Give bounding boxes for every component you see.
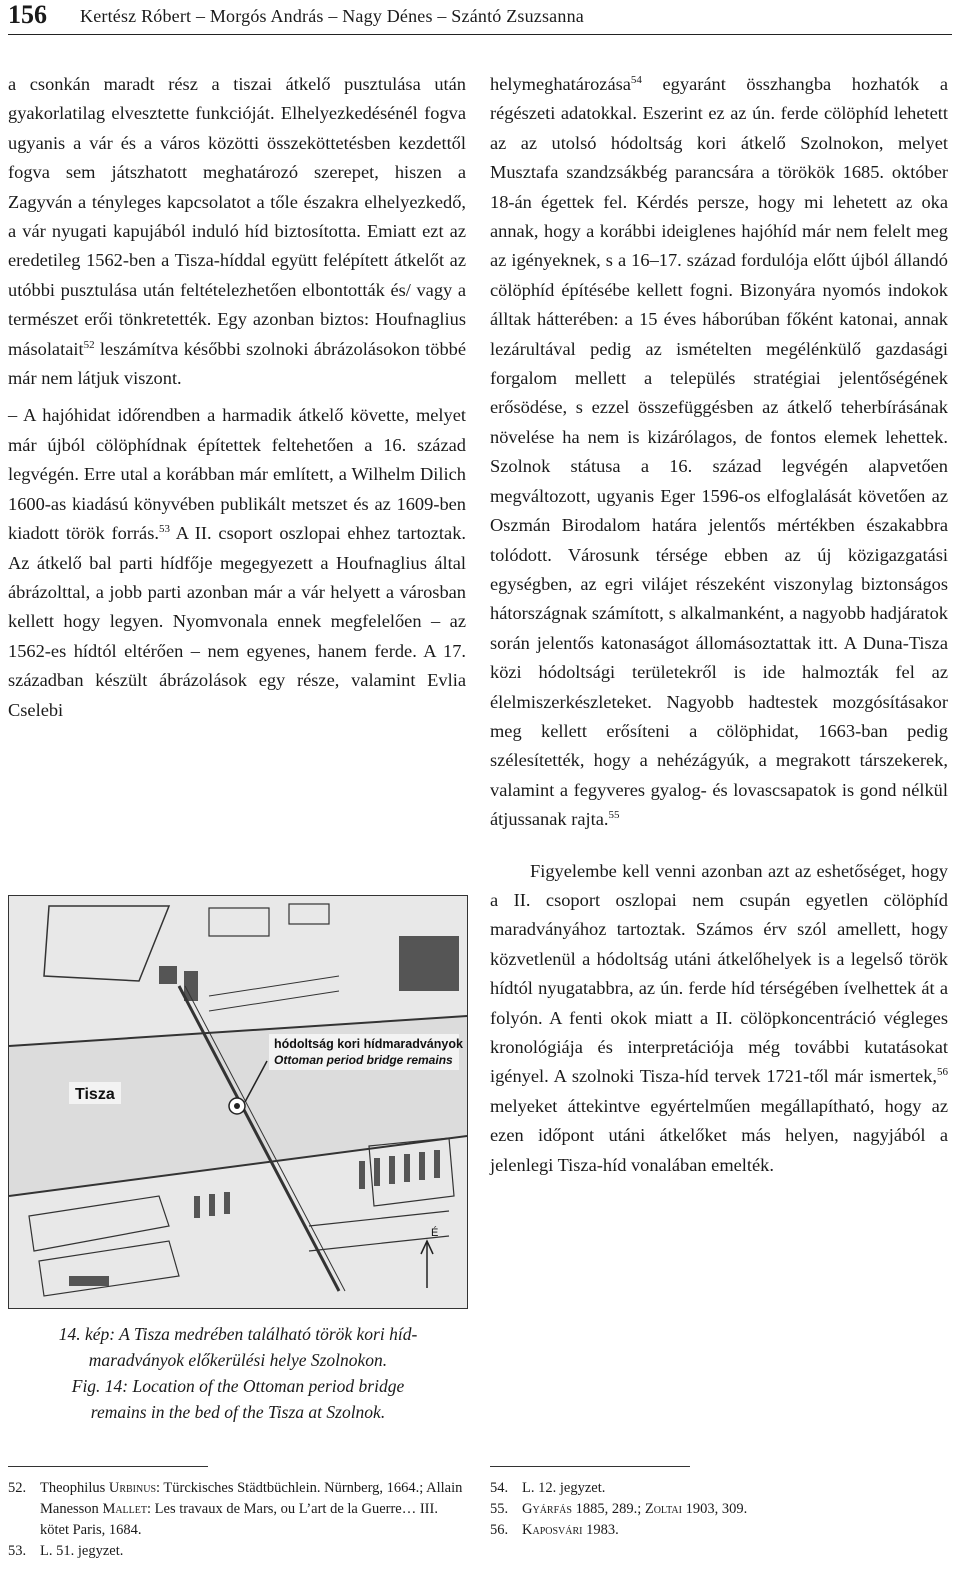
footnote-ref[interactable]: 55 — [608, 809, 620, 822]
caption-en-line1: Fig. 14: Location of the Ottoman period bridge — [71, 1376, 405, 1396]
figure-14 — [8, 895, 468, 1425]
footnote: 55. Gyárfás 1885, 289.; Zoltai 1903, 309. — [490, 1501, 748, 1517]
left-column — [8, 70, 466, 725]
footnote-ref[interactable]: 52 — [83, 338, 95, 351]
footnotes-right — [490, 1478, 948, 1541]
footnote: 53. L. 51. jegyzet. — [8, 1543, 124, 1559]
right-column — [490, 70, 948, 1180]
map-image — [8, 895, 468, 1309]
footnote-ref[interactable]: 56 — [937, 1066, 948, 1079]
river-label: Tisza — [75, 1086, 115, 1103]
running-head-authors: Kertész Róbert – Morgós András – Nagy Dénes – Szántó Zsuzsanna — [80, 6, 584, 26]
footnotes-left — [8, 1478, 468, 1562]
footnote: 56. Kaposvári 1983. — [490, 1522, 619, 1538]
footnote-ref[interactable]: 53 — [158, 522, 170, 535]
north-label: É — [431, 1227, 439, 1239]
paragraph: helymeghatározása$^{54}$ egyaránt összhangba hozhatók a régészeti adatokkal. Eszerint ez az ún. ferde cölöphíd lehetett az az utolsó hódoltság kori átkelő Szolnokon, melyet Musztafa szandzsákbég parancsára a törökök 1685. október 18-án égettek fel. Kérdés persze, hogy mi lehetett az oka annak, hogy a korábbi ideiglenes hajóhíd már nem felelt meg az igényeknek, s a 16–17. század fordulója előtt újból állandó cölöphíd építésébe kellett fogni. Bizonyára nyomós indokok álltak hátterében: a 15 éves háborúban főként katonai, annak lezárultával pedig az ismételten megélénkülő gazdasági forgalom mellett a település stratégiai jelentőségének erősödése, s ezzel összefüggésben az átkelő teherbírásának növelése ha nem is kizárólagos, de fontos elemek lehettek. Szolnok státusa a 16. század legvégén alapvetően megváltozott, ugyanis Eger 1596-os elfoglalását követően az Oszmán Birodalom határa jelentős mértékben északabbra tolódott. Városunk térsége ebben az új közigazgatási egységben, az egri vilájet részeként viszonylag biztonságos hátországnak számított, s alkalmanként, a nagyobb hadjáratok során jelentős katonaságot állomásoztattak itt. A Duna-Tisza közi hódoltsági területekről is ide halmozták fel az élelmiszerkészleteket. Nagyobb hadtestek mozgósításakor meg kellett erősíteni a cölöphidat, 1663-ban pedig szélesítették, hogy a nehézágyúk, a megrakott társzekerek, valamint a fegyveres gyalog- és lovascsapatok is gond nélkül átjussanak rajta.$^{55}$ — [490, 73, 948, 830]
footnote-ref[interactable]: 54 — [630, 73, 642, 86]
footnote: 52. Theophilus Urbinus: Türckisches Städtbüchlein. Nürnberg, 1664.; Allain Manesson Mallet: Les travaux de Mars, ou L’art de la Guerre… III. kötet Paris, 1684. — [8, 1480, 463, 1538]
footnote-divider — [8, 1466, 208, 1467]
page-number: 156 — [8, 0, 47, 29]
figure-caption — [8, 1321, 468, 1425]
footnote: 54. L. 12. jegyzet. — [490, 1480, 606, 1496]
paragraph: Figyelembe kell venni azonban azt az eshetőséget, hogy a II. csoport oszlopai nem csupán egyetlen cölöphíd maradványához tartoztak. Számos érv szól amellett, hogy közvetlenül a hódoltság utáni átkelőhelyek is a legelső török hídtól nyugatabbra, az ún. ferde híd térségében ívelhettek át a folyón. A fenti okok miatt a II. cölöpkoncentráció végleges kronológiája és interpretációja még további kutatásokat igényel. A szolnoki Tisza-híd tervek 1721-től már ismertek,$^{56}$ melyeket áttekintve egyértelműen megállapítható, hogy az ezen időpont utáni átkelőket más helyen, nagyjából a jelenlegi Tisza-híd vonalában emelték. — [490, 860, 948, 1175]
page-header — [8, 0, 952, 35]
caption-hu-line1: 14. kép: A Tisza medrében található török kori híd- — [58, 1324, 418, 1344]
paragraph: – A hajóhidat időrendben a harmadik átkelő követte, melyet már újból cölöphídnak építettek feltehetően a 16. század legvégén. Erre utal a korábban már említett, a Wilhelm Dilich 1600-as kiadású könyvében publikált metszet és az 1609-ben kiadott török forrás.$^{53}$ A II. csoport oszlopai ehhez tartoztak. Az átkelő bal parti hídfője megegyezett a Houfnaglius által ábrázolttal, a jobb parti azonban már a vár helyett a városban kellett hogy legyen. Nyomvonala ennek megfelelően – az 1562-es hídtól eltérően – nem egyenes, hanem ferde. A 17. században készült ábrázolások egy része, valamint Evlia Cselebi — [8, 405, 466, 720]
paragraph: a csonkán maradt rész a tiszai átkelő pusztulása után gyakorlatilag elvesztette funkcióját. Elhelyezkedésénél fogva ugyanis a vár és a város közötti összeköttetésben kezdettől fogva sem játszhatott meghatározó szerepet, hiszen a Zagyván a tényleges kapcsolatot a tőle északra elhelyezkedő, a vár nyugati kapujából induló híd biztosította. Emiatt ezt az eredetileg 1562-ben a Tisza-híddal együtt felépített átkelőt az utóbbi pusztulása után feltételezhetően elbontották és/ vagy a természet erői tönkretették. Egy azonban biztos: Houfnaglius másolatait$^{52}$ leszámítva későbbi szolnoki ábrázolásokon többé már nem látjuk viszont. — [8, 74, 466, 389]
map-label-hu: hódoltság kori hídmaradványok — [274, 1037, 463, 1051]
caption-hu-line2: maradványok előkerülési helye Szolnokon. — [88, 1350, 388, 1370]
caption-en-line2: remains in the bed of the Tisza at Szolnok. — [90, 1402, 386, 1422]
footnote-divider — [490, 1466, 690, 1467]
map-label-en: Ottoman period bridge remains — [274, 1053, 453, 1067]
